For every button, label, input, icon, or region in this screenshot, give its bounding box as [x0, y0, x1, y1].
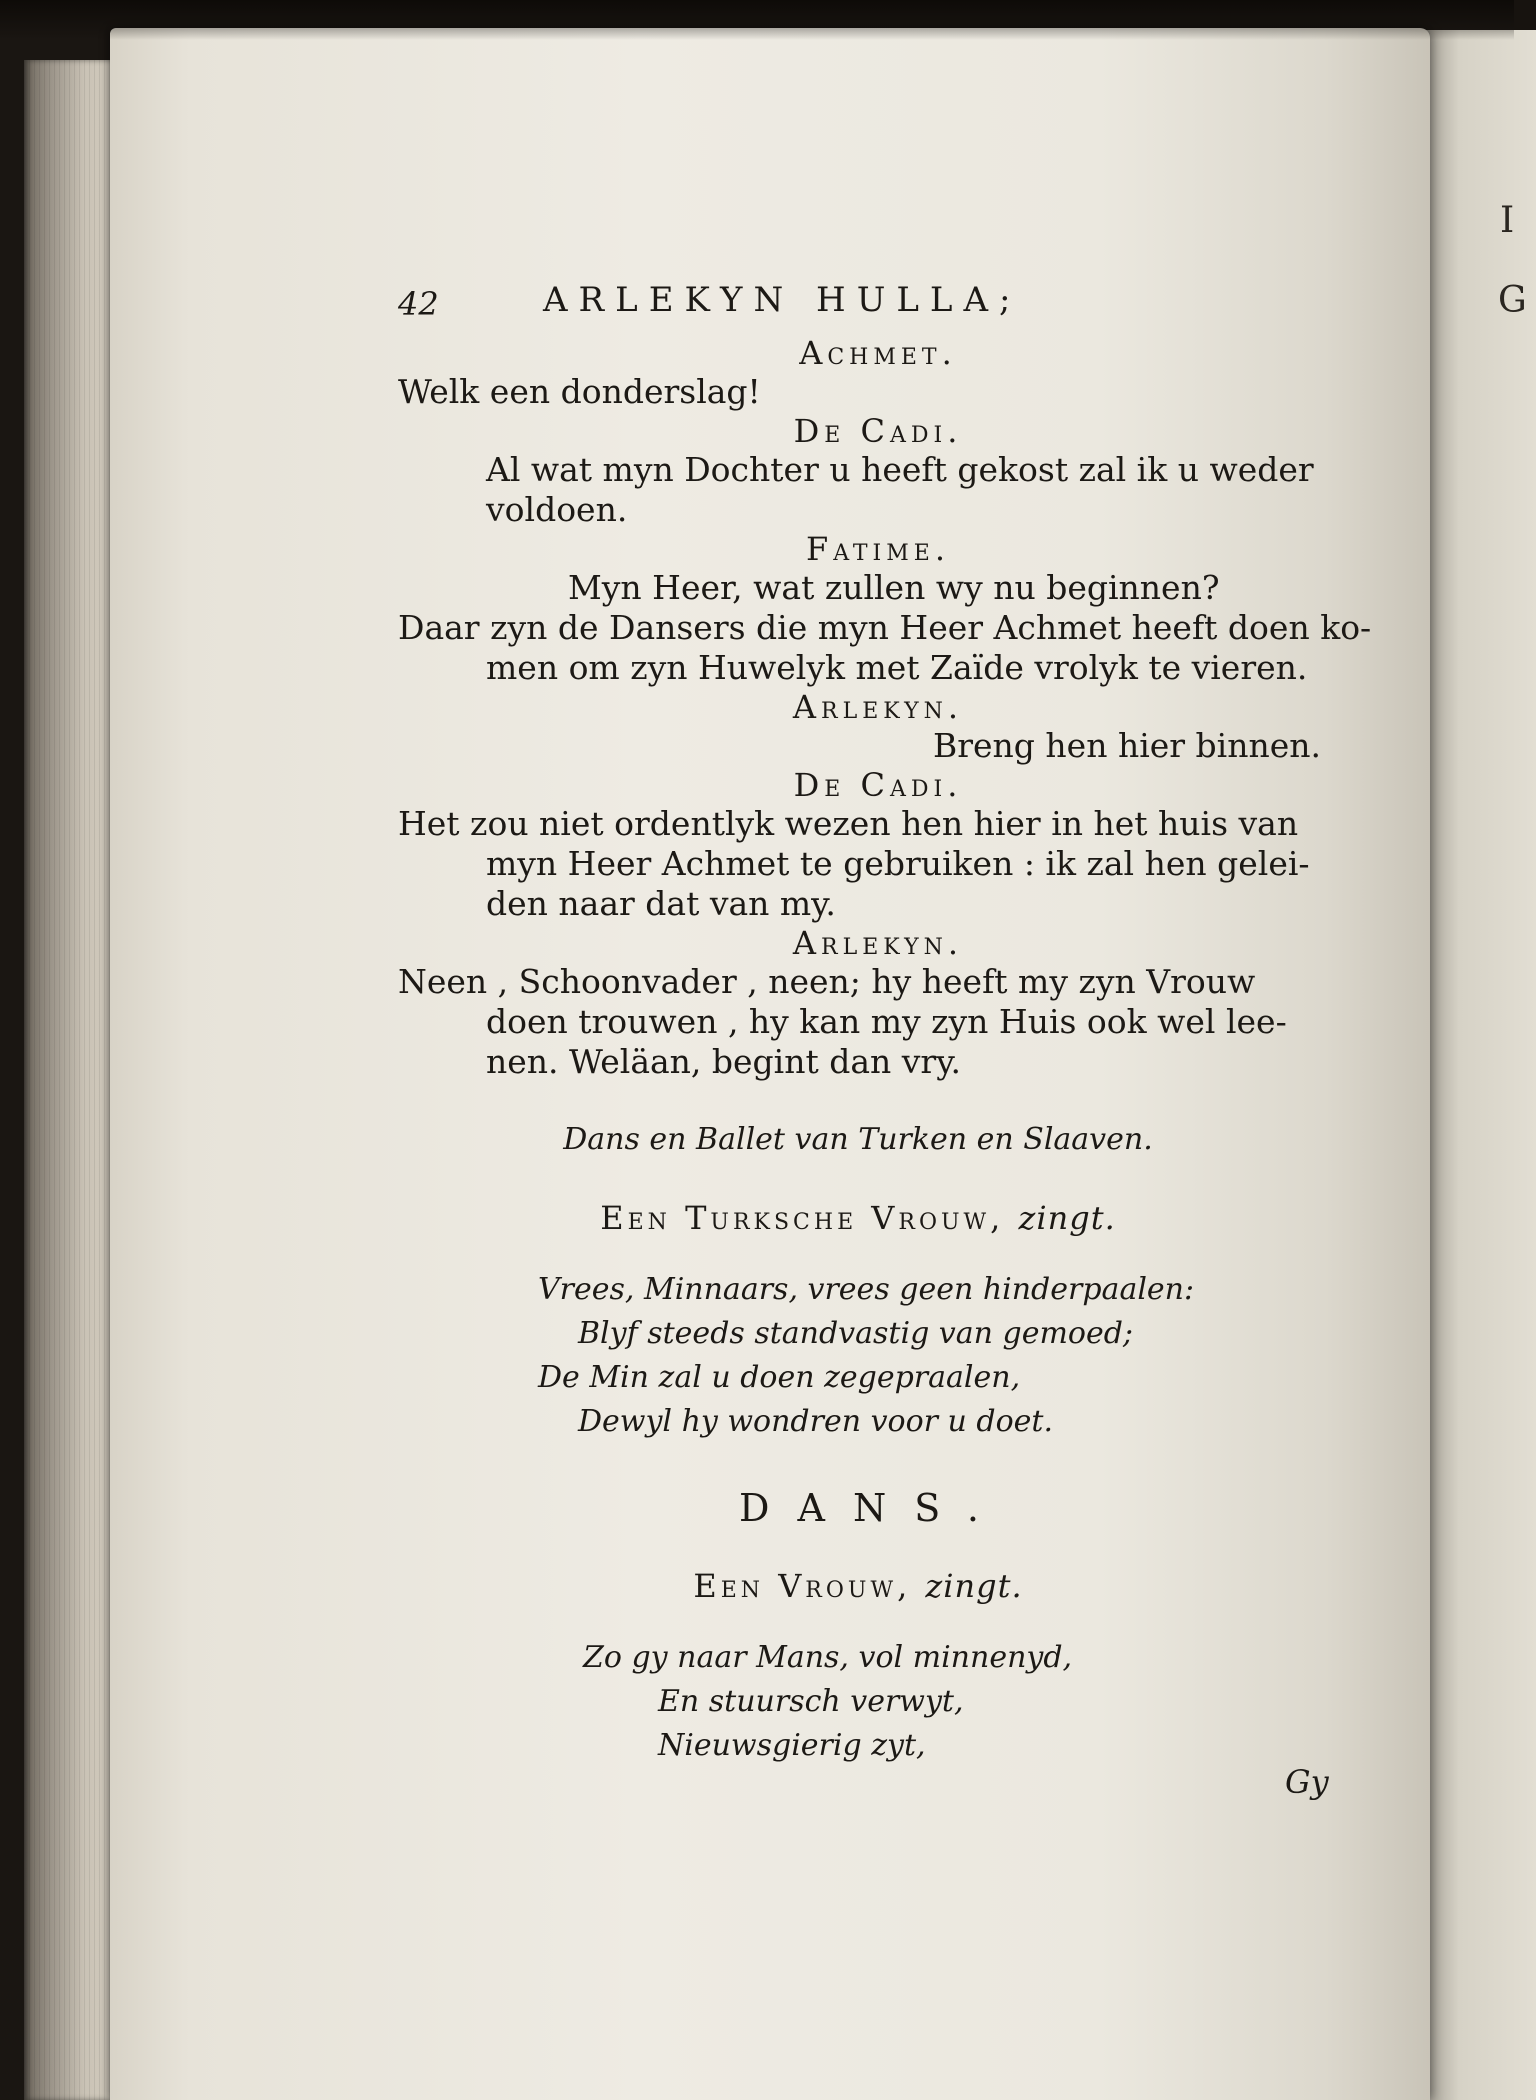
verse-line: Zo gy naar Mans, vol minnenyd, — [583, 1640, 1073, 1675]
song-heading — [398, 1566, 1318, 1606]
verse-line: Vrees, Minnaars, vrees geen hinderpaalen: — [538, 1272, 1195, 1307]
speaker-name: Arlekyn. — [792, 688, 964, 726]
running-title: ARLEKYN HULLA; — [543, 280, 1022, 320]
speaker-name: De Cadi. — [793, 412, 963, 450]
page-number: 42 — [398, 285, 439, 323]
speech-line: Al wat myn Dochter u heeft gekost zal ik u weder — [486, 450, 1314, 489]
song-heading — [398, 1198, 1318, 1238]
verse-line: En stuursch verwyt, — [658, 1684, 964, 1719]
dance-heading: DANS. — [739, 1486, 1007, 1530]
stage-direction: Dans en Ballet van Turken en Slaaven. — [563, 1122, 1153, 1157]
speech-line: Myn Heer, wat zullen wy nu beginnen? — [568, 568, 1220, 607]
speaker-name: Arlekyn. — [792, 924, 964, 962]
song-tag: zingt. — [1018, 1199, 1116, 1237]
facing-page-letter: G — [1498, 280, 1527, 321]
facing-page-letter: I — [1500, 200, 1515, 241]
verse-line: Nieuwsgierig zyt, — [658, 1728, 926, 1763]
page-text — [398, 280, 1372, 1768]
speech-line: Breng hen hier binnen. — [933, 726, 1322, 765]
verse-line: Blyf steeds standvastig van gemoed; — [578, 1316, 1134, 1351]
verse-block — [398, 1636, 1318, 1768]
speech-line: voldoen. — [486, 490, 628, 529]
speech-line: nen. Weläan, begint dan vry. — [486, 1042, 961, 1081]
speech-line: myn Heer Achmet te gebruiken : ik zal hen gelei- — [486, 844, 1310, 883]
song-singer: Een Vrouw, — [693, 1567, 912, 1605]
speech-line: doen trouwen , hy kan my zyn Huis ook wel lee- — [486, 1002, 1287, 1041]
verse-line: De Min zal u doen zegepraalen, — [538, 1360, 1021, 1395]
speech-line: Welk een donderslag! — [398, 372, 761, 411]
song-tag: zingt. — [925, 1567, 1023, 1605]
verse-block — [398, 1268, 1318, 1444]
speech-line: men om zyn Huwelyk met Zaïde vrolyk te vieren. — [486, 648, 1308, 687]
speech-line: den naar dat van my. — [486, 884, 836, 923]
catchword: Gy — [1285, 1763, 1329, 1801]
speech-line: Het zou niet ordentlyk wezen hen hier in het huis van — [398, 804, 1299, 843]
song-singer: Een Turksche Vrouw, — [600, 1199, 1005, 1237]
speaker-name: Fatime. — [805, 530, 950, 568]
verse-line: Dewyl hy wondren voor u doet. — [578, 1404, 1054, 1439]
speaker-name: Achmet. — [799, 334, 957, 372]
top-shadow — [0, 0, 1514, 40]
speaker-name: De Cadi. — [793, 766, 963, 804]
speech-line: Daar zyn de Dansers die myn Heer Achmet heeft doen ko- — [398, 608, 1372, 647]
page-header — [398, 280, 1318, 328]
speech-line: Neen , Schoonvader , neen; hy heeft my zyn Vrouw — [398, 962, 1256, 1001]
